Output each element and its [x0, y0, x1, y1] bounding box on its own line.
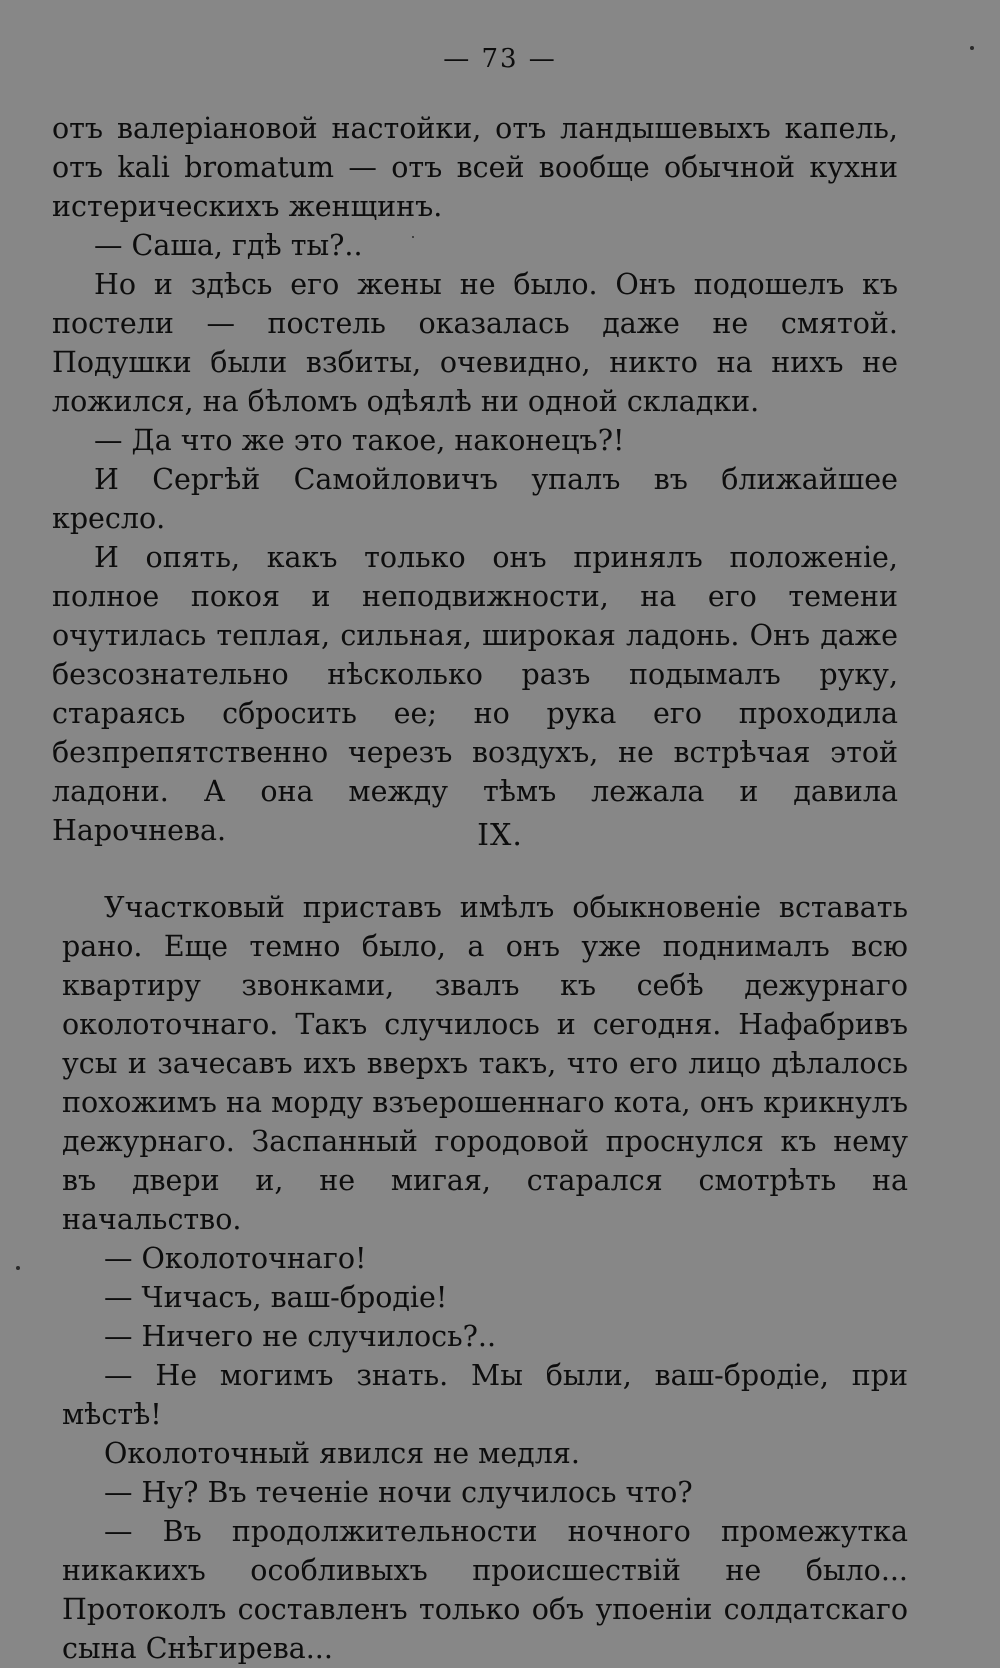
text-block-lower: [62, 888, 908, 1668]
scan-speck: [16, 1266, 20, 1270]
paragraph: Участковый приставъ имѣлъ обыкновеніе вставать рано. Еще темно было, а онъ уже поднималъ всю квартиру звонками, звалъ къ себѣ дежурнаго околоточнаго. Такъ случилось и сегодня. Нафабривъ усы и зачесавъ ихъ вверхъ такъ, что его лицо дѣлалось похожимъ на морду взъерошеннаго кота, онъ крикнулъ дежурнаго. Заспанный городовой проснулся къ нему въ двери и, не мигая, старался смотрѣть на начальство.: [62, 891, 908, 1236]
scan-speck: [970, 46, 974, 50]
dialogue-line: — Чичасъ, ваш-бродіе!: [104, 1281, 448, 1314]
chapter-heading: IX.: [477, 818, 523, 853]
dialogue-line: — Ну? Въ теченіе ночи случилось что?: [104, 1476, 693, 1509]
dialogue-line: — Въ продолжительности ночного промежутка никакихъ особливыхъ происшествій не было... Протоколъ составленъ только объ упоеніи солдатскаго сына Снѣгирева...: [62, 1515, 908, 1665]
dialogue-line: — Да что же это такое, наконецъ?!: [94, 424, 625, 457]
paragraph: И Сергѣй Самойловичъ упалъ въ ближайшее кресло.: [52, 463, 898, 535]
text-block-upper: [52, 109, 898, 850]
dialogue-line: — Околоточнаго!: [104, 1242, 367, 1275]
paragraph: отъ валеріановой настойки, отъ ландышевыхъ капель, отъ kali bromatum — отъ всей вообще обычной кухни истерическихъ женщинъ.: [52, 112, 898, 223]
dialogue-line: — Не могимъ знать. Мы были, ваш-бродіе, при мѣстѣ!: [62, 1359, 908, 1431]
paragraph: Околоточный явился не медля.: [104, 1437, 580, 1470]
paragraph: И опять, какъ только онъ принялъ положеніе, полное покоя и неподвижности, на его темени очутилась теплая, сильная, широкая ладонь. Онъ даже безсознательно нѣсколько разъ подымалъ руку, стараясь сбросить ее; но рука его проходила безпрепятственно черезъ воздухъ, не встрѣчая этой ладони. А она между тѣмъ лежала и давила Нарочнева.: [52, 541, 898, 847]
paragraph: Но и здѣсь его жены не было. Онъ подошелъ къ постели — постель оказалась даже не смятой. Подушки были взбиты, очевидно, никто на нихъ не ложился, на бѣломъ одѣялѣ ни одной складки.: [52, 268, 898, 418]
dialogue-line: — Саша, гдѣ ты?..: [94, 229, 363, 262]
dialogue-line: — Ничего не случилось?..: [104, 1320, 497, 1353]
page-number: — 73 —: [443, 44, 557, 74]
scan-speck: [412, 236, 414, 238]
